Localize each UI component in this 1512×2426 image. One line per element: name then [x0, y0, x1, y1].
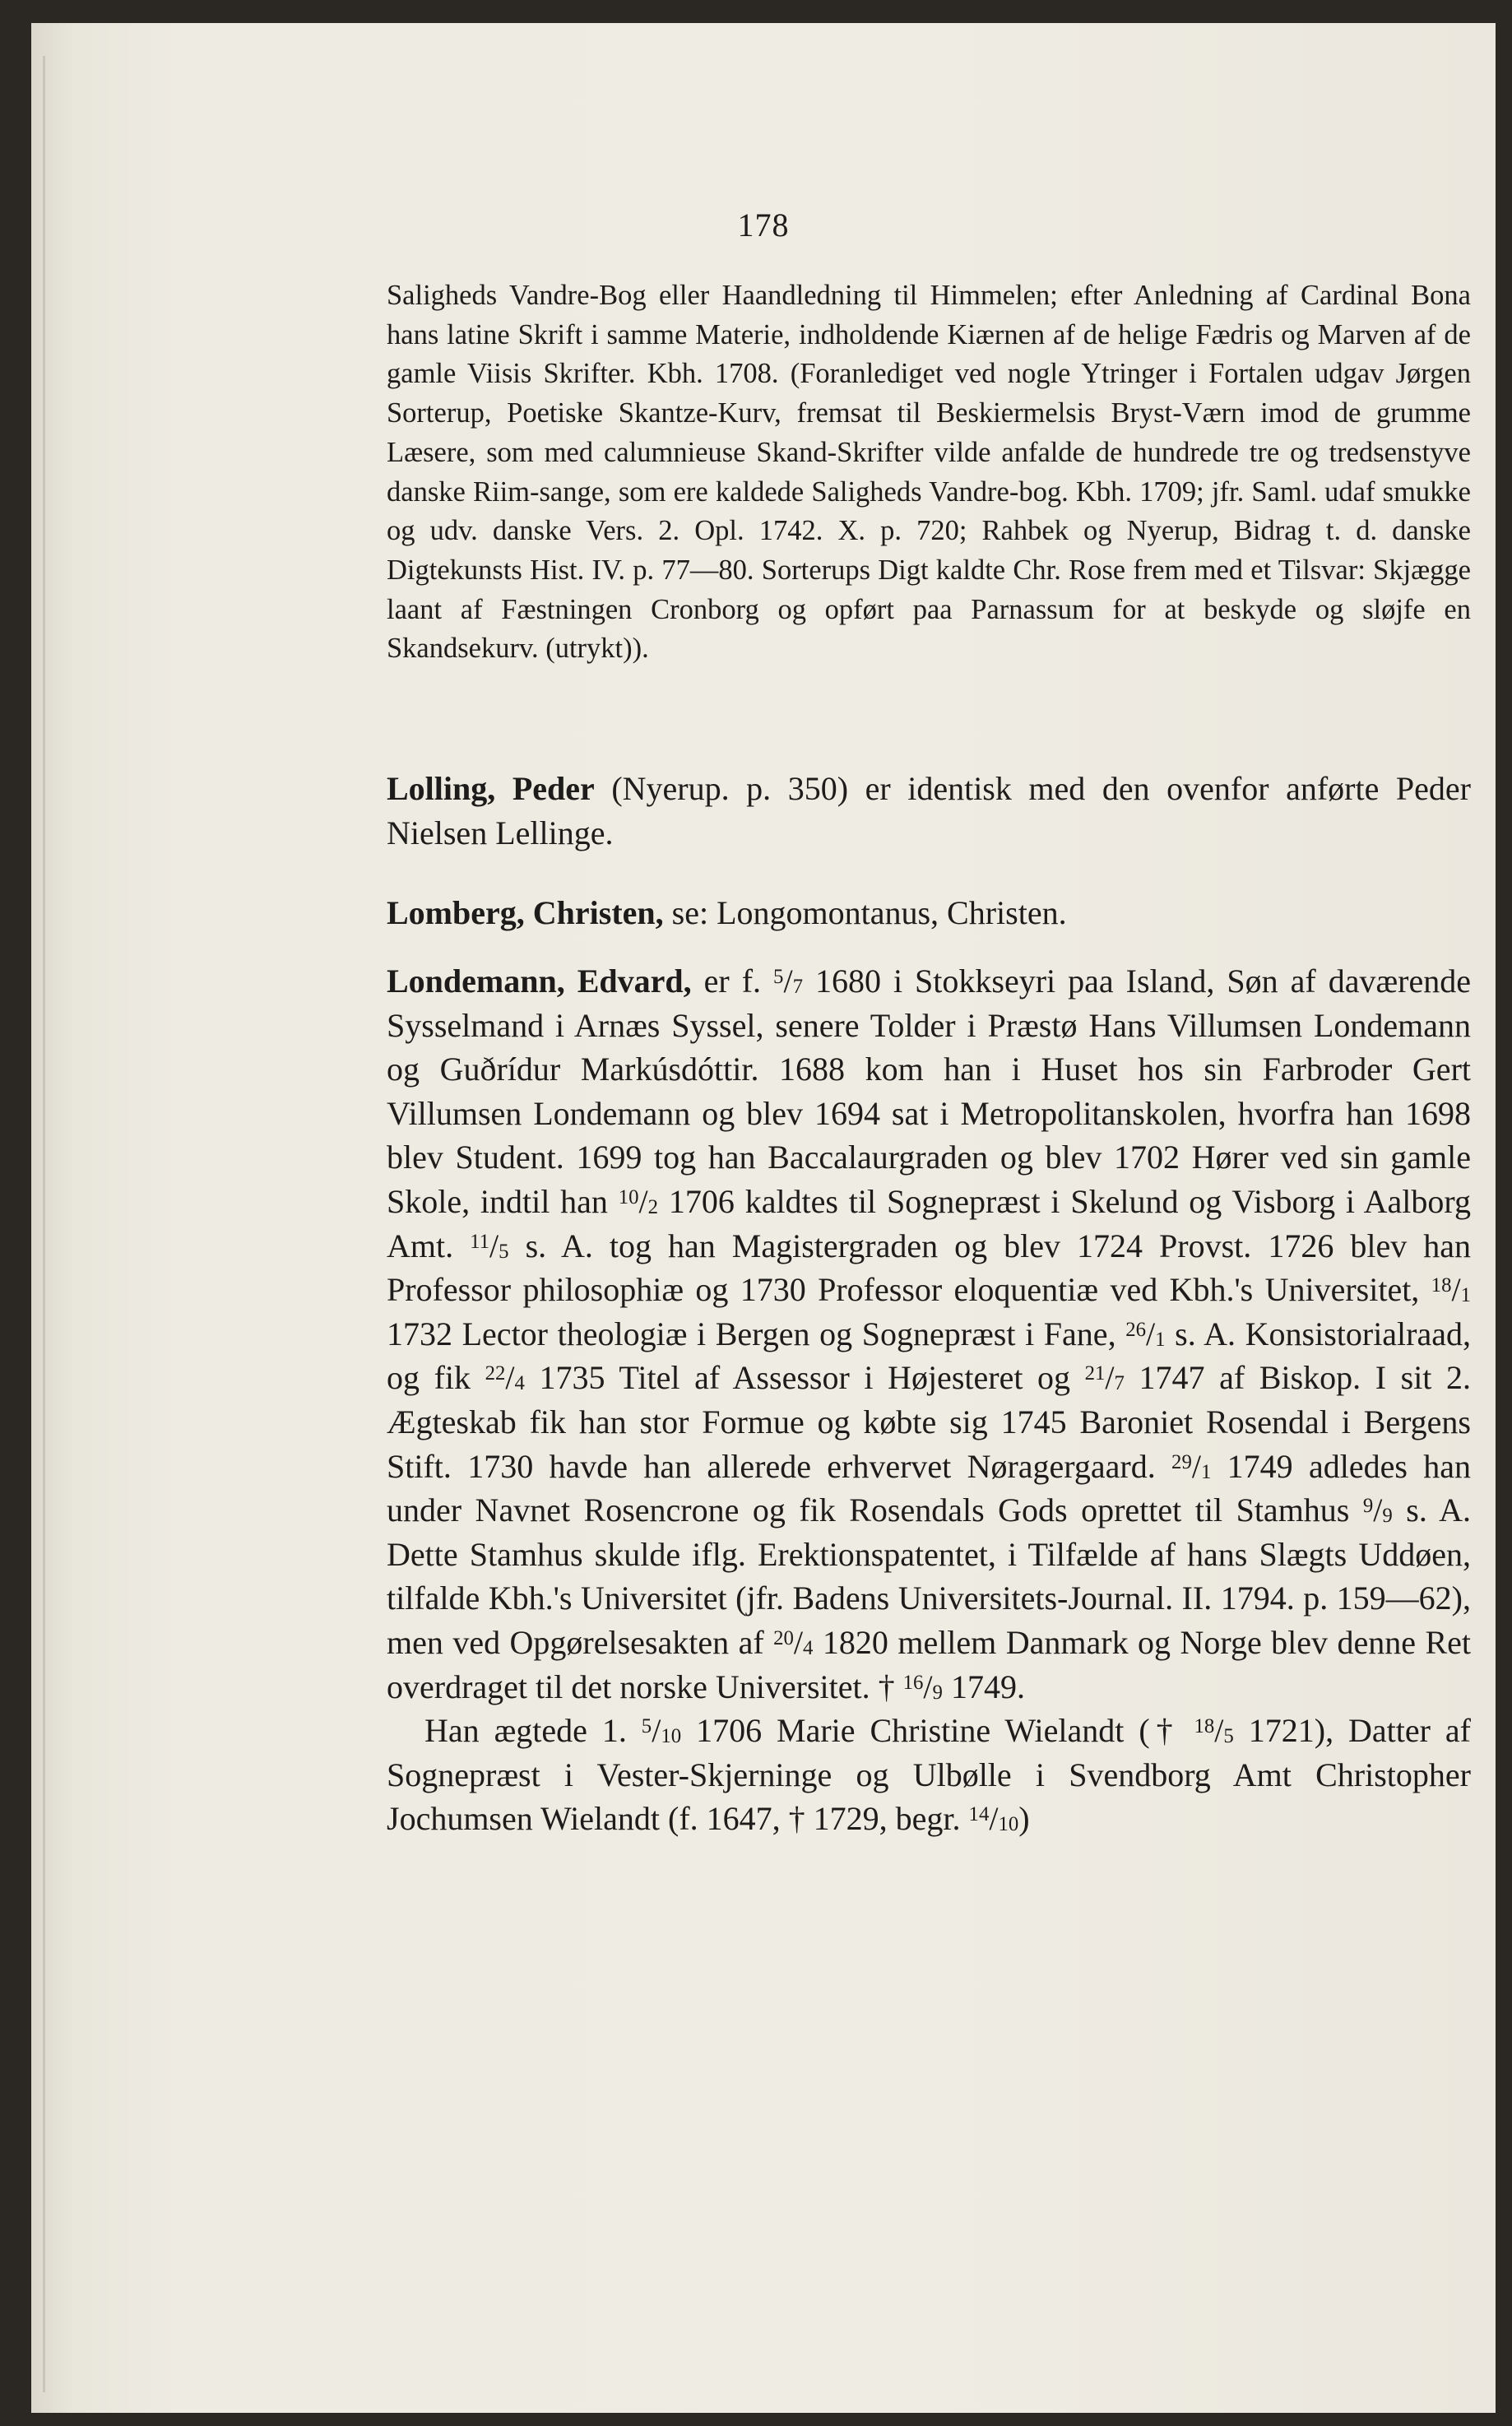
entry-londemann: [387, 959, 1471, 1841]
date-day: 16: [902, 1671, 924, 1694]
entry-paragraph: Londemann, Edvard, er f. $^5/_7$ 1680 i Stokkseyri paa Island, Søn af daværende Sysselmand i Arnæs Syssel, senere Tolder i Præstø Hans Villumsen Londemann og Guðrídur Markúsdóttir. 1688 kom han i Huset hos sin Farbroder Gert Villumsen Londemann og blev 1694 sat i Metropolitanskolen, hvorfra han 1698 blev Student. 1699 tog han Baccalaurgraden og blev 1702 Hører ved sin gamle Skole, indtil han $^{10}/_2$ 1706 kaldtes til Sognepræst i Skelund og Visborg i Aalborg Amt. $^{11}/_5$ s. A. tog han Magistergraden og blev 1724 Provst. 1726 blev han Professor philosophiæ og 1730 Professor eloquentiæ ved Kbh.'s Universitet, $^{18}/_1$ 1732 Lector theologiæ i Bergen og Sognepræst i Fane, $^{26}/_1$ s. A. Konsistorialraad, og fik $^{22}/_4$ 1735 Titel af Assessor i Højesteret og $^{21}/_7$ 1747 af Biskop. I sit 2. Ægteskab fik han stor Formue og købte sig 1745 Baroniet Rosendal i Bergens Stift. 1730 havde han allerede erhvervet Nøragergaard. $^{29}/_1$ 1749 adledes han under Navnet Rosencrone og fik Rosendals Gods oprettet til Stamhus $^9/_9$ s. A. Dette Stamhus skulde iflg. Erektionspatentet, i Tilfælde af hans Slægts Uddøen, tilfalde Kbh.'s Universitet (jfr. Badens Universitets-Journal. II. 1794. p. 159—62), men ved Opgørelsesakten af $^{20}/_4$ 1820 mellem Danmark og Norge blev denne Ret overdraget til det norske Universitet. † $^{16}/_9$ 1749.: [387, 963, 1472, 1705]
entry-text: 1749 adledes han under Navnet Rosencrone og fik Rosendals Gods oprettet til Stamhus: [387, 1447, 1471, 1529]
entry-text: 1706 kaldtes til Sognepræst i Skelund og Visborg i Aalborg Amt.: [387, 1182, 1471, 1264]
date-day: 5: [641, 1714, 652, 1737]
entry-text: 1749.: [942, 1668, 1025, 1705]
page-number: 178: [737, 206, 790, 244]
entry-text: 1735 Titel af Assessor i Højesteret og: [524, 1359, 1085, 1397]
entry-text: 1732 Lector theologiæ i Bergen og Sognepræst i Fane,: [387, 1315, 1126, 1352]
date-month: 4: [803, 1637, 814, 1660]
date-day: 11: [470, 1230, 490, 1253]
date-day: 22: [485, 1362, 506, 1385]
entry-headword: Lomberg, Christen,: [387, 894, 664, 931]
entry-text: 1706 Marie Christine Wielandt (†: [681, 1712, 1194, 1750]
entry-lomberg: [387, 891, 1471, 935]
date-day: 20: [773, 1626, 794, 1649]
date-month: 1: [1200, 1460, 1212, 1483]
date-day: 26: [1125, 1318, 1146, 1341]
entry-text: 1747 af Biskop. I sit 2. Ægteskab fik han stor Formue og købte sig 1745 Baroniet Rosendal i Bergens Stift. 1730 havde han allerede erhvervet Nøragergaard.: [387, 1359, 1471, 1485]
date-month: 10: [661, 1725, 682, 1748]
date-month: 10: [998, 1813, 1019, 1836]
date-month: 4: [514, 1372, 525, 1395]
entry-text: 1721), Datter af Sognepræst i Vester-Skjerninge og Ulbølle i Svendborg Amt Christopher Jochumsen Wielandt (f. 1647, † 1729, begr.: [387, 1712, 1471, 1838]
intro-paragraph-block: [387, 276, 1471, 669]
marriage-paragraph: Han ægtede 1. $^5/_{10}$ 1706 Marie Christine Wielandt († $^{18}/_5$ 1721), Datter af Sognepræst i Vester-Skjerninge og Ulbølle i Svendborg Amt Christopher Jochumsen Wielandt (f. 1647, † 1729, begr. $^{14}/_{10}$): [387, 1712, 1471, 1838]
date-month: 5: [1223, 1725, 1234, 1748]
intro-paragraph: Saligheds Vandre-Bog eller Haandledning til Himmelen; efter Anledning af Cardinal Bona hans latine Skrift i samme Materie, indholdende Kiærnen af de helige Fædris og Marven af de gamle Viisis Skrifter. Kbh. 1708. (Foranlediget ved nogle Ytringer i Fortalen udgav Jørgen Sorterup, Poetiske Skantze-Kurv, fremsat til Beskiermelsis Bryst-Værn imod de grumme Læsere, som med calumnieuse Skand-Skrifter vilde anfalde de hundrede tre og tredsenstyve danske Riim-sange, som ere kaldede Saligheds Vandre-bog. Kbh. 1709; jfr. Saml. udaf smukke og udv. danske Vers. 2. Opl. 1742. X. p. 720; Rahbek og Nyerup, Bidrag t. d. danske Digtekunsts Hist. IV. p. 77—80. Sorterups Digt kaldte Chr. Rose frem med et Tilsvar: Skjægge laant af Fæstningen Cronborg og opført paa Parnassum for at beskyde og sløjfe en Skandsekurv. (utrykt)).: [387, 280, 1471, 665]
entry-text: se: Longomontanus, Christen.: [663, 894, 1067, 931]
date-day: 21: [1084, 1362, 1106, 1385]
entry-text: s. A. Konsistorialraad, og fik: [387, 1315, 1471, 1397]
entry-paragraph: [387, 767, 1471, 855]
date-day: 29: [1171, 1450, 1192, 1473]
date-day: 18: [1431, 1274, 1452, 1296]
date-month: 2: [647, 1196, 659, 1219]
entry-headword: Londemann, Edvard,: [387, 963, 692, 1000]
date-month: 7: [1114, 1372, 1125, 1395]
entry-text: s. A. tog han Magistergraden og blev 1724 Provst. 1726 blev han Professor philosophiæ og 1730 Professor eloquentiæ ved Kbh.'s Universitet,: [387, 1227, 1471, 1309]
date-month: 5: [499, 1240, 509, 1263]
document-page: [31, 23, 1496, 2413]
date-day: 18: [1194, 1714, 1215, 1737]
entry-text: s. A. Dette Stamhus skulde iflg. Erektionspatentet, i Tilfælde af hans Slægts Uddøen, tilfalde Kbh.'s Universitet (jfr. Badens Universitets-Journal. II. 1794. p. 159—62), men ved Opgørelsesakten af: [387, 1491, 1472, 1661]
entry-text: 1820 mellem Danmark og Norge blev denne Ret overdraget til det norske Universitet. †: [387, 1623, 1471, 1705]
date-month: 9: [932, 1681, 943, 1704]
entry-paragraph: [387, 891, 1471, 935]
entry-text: (Nyerup. p. 350) er identisk med den ovenfor anførte Peder Nielsen Lellinge.: [387, 770, 1471, 851]
date-day: 5: [773, 965, 784, 988]
date-month: 7: [792, 976, 803, 999]
entry-text: Han ægtede 1.: [424, 1712, 642, 1750]
date-month: 1: [1460, 1284, 1471, 1307]
entry-lolling: [387, 767, 1471, 855]
entry-headword: Lolling, Peder: [387, 770, 595, 807]
page-edge-shadow: [43, 56, 45, 2392]
date-day: 10: [618, 1185, 639, 1208]
entry-text: ): [1018, 1800, 1030, 1838]
entry-text: 1680 i Stokkseyri paa Island, Søn af daværende Sysselmand i Arnæs Syssel, senere Tolder i Præstø Hans Villumsen Londemann og Guðrídur Markúsdóttir. 1688 kom han i Huset hos sin Farbroder Gert Villumsen Londemann og blev 1694 sat i Metropolitanskolen, hvorfra han 1698 blev Student. 1699 tog han Baccalaurgraden og blev 1702 Hører ved sin gamle Skole, indtil han: [387, 963, 1471, 1220]
date-day: 14: [968, 1803, 990, 1826]
entry-text: er f.: [691, 963, 774, 1000]
date-month: 1: [1155, 1328, 1166, 1351]
date-month: 9: [1382, 1505, 1393, 1528]
date-day: 9: [1362, 1494, 1374, 1517]
